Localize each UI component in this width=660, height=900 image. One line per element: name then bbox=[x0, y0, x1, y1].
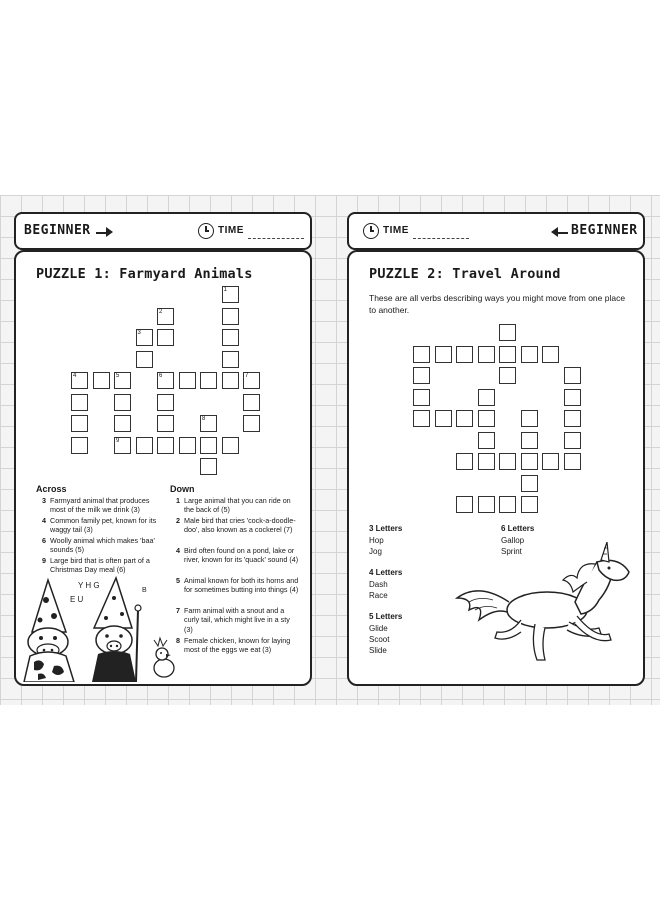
down-clue: 7 Farm animal with a snout and a curly tail, which might live in a sty (3) bbox=[176, 606, 290, 634]
down-heading: Down bbox=[170, 484, 195, 494]
grid-cell[interactable] bbox=[157, 329, 174, 346]
word-list-item: Slide bbox=[369, 646, 387, 655]
word-group-heading: 6 Letters bbox=[501, 524, 535, 533]
word-group-heading: 4 Letters bbox=[369, 568, 403, 577]
grid-cell[interactable] bbox=[564, 432, 581, 449]
grid-cell[interactable] bbox=[542, 346, 559, 363]
grid-cell[interactable] bbox=[114, 415, 131, 432]
grid-cell[interactable] bbox=[243, 415, 260, 432]
grid-cell[interactable] bbox=[564, 453, 581, 470]
grid-cell[interactable] bbox=[499, 346, 516, 363]
grid-cell[interactable] bbox=[521, 346, 538, 363]
puzzle-intro: These are all verbs describing ways you might move from one place to another. bbox=[369, 293, 626, 315]
clue-number: 3 bbox=[137, 330, 141, 336]
left-header bbox=[14, 212, 312, 250]
clue-number: 7 bbox=[245, 373, 249, 379]
time-entry-line[interactable] bbox=[248, 238, 304, 239]
across-heading: Across bbox=[36, 484, 67, 494]
grid-cell[interactable] bbox=[456, 410, 473, 427]
puzzle-title: PUZZLE 2: Travel Around bbox=[369, 266, 561, 282]
grid-cell[interactable] bbox=[114, 394, 131, 411]
svg-text:B: B bbox=[142, 587, 147, 594]
grid-cell[interactable] bbox=[243, 394, 260, 411]
grid-cell[interactable] bbox=[200, 415, 217, 432]
word-group-heading: 3 Letters bbox=[369, 524, 403, 533]
svg-text:E U: E U bbox=[70, 595, 84, 604]
arrow-left-icon bbox=[557, 232, 568, 234]
arrow-right-head-icon bbox=[106, 227, 113, 237]
alarm-clock-icon bbox=[198, 223, 214, 239]
grid-cell[interactable] bbox=[456, 346, 473, 363]
alarm-clock-icon bbox=[363, 223, 379, 239]
grid-cell[interactable] bbox=[179, 372, 196, 389]
grid-cell[interactable] bbox=[564, 410, 581, 427]
across-clue: 9 Large bird that is often part of a Christmas Day meal (6) bbox=[42, 556, 150, 575]
grid-cell[interactable] bbox=[71, 415, 88, 432]
grid-cell[interactable] bbox=[413, 410, 430, 427]
grid-cell[interactable] bbox=[413, 389, 430, 406]
grid-cell[interactable] bbox=[136, 437, 153, 454]
down-clue: 2 Male bird that cries 'cock-a-doodle-doo', also known as a cockerel (7) bbox=[176, 516, 296, 535]
down-clue: 8 Female chicken, known for laying most of the eggs we eat (3) bbox=[176, 636, 291, 655]
grid-cell[interactable] bbox=[521, 496, 538, 513]
grid-cell[interactable] bbox=[521, 432, 538, 449]
grid-cell[interactable] bbox=[499, 496, 516, 513]
grid-cell[interactable] bbox=[114, 372, 131, 389]
word-list-item: Jog bbox=[369, 547, 382, 556]
word-list-item: Gallop bbox=[501, 536, 525, 545]
word-list-item: Glide bbox=[369, 624, 388, 633]
clue-number: 9 bbox=[116, 437, 120, 444]
grid-cell[interactable] bbox=[456, 496, 473, 513]
grid-cell[interactable] bbox=[157, 308, 174, 325]
grid-cell[interactable] bbox=[435, 346, 452, 363]
across-clue: 6 Woolly animal which makes 'baa' sounds (5) bbox=[42, 536, 155, 555]
grid-cell[interactable] bbox=[413, 367, 430, 384]
svg-text:Y H G: Y H G bbox=[78, 581, 100, 590]
grid-cell[interactable] bbox=[499, 453, 516, 470]
clue-number: 5 bbox=[116, 373, 120, 379]
grid-cell[interactable] bbox=[222, 286, 239, 303]
grid-cell[interactable] bbox=[93, 372, 110, 389]
grid-cell[interactable] bbox=[200, 372, 217, 389]
word-list-item: Hop bbox=[369, 536, 384, 545]
grid-cell[interactable] bbox=[435, 410, 452, 427]
grid-cell[interactable] bbox=[222, 308, 239, 325]
clue-number: 4 bbox=[73, 373, 77, 379]
clue-number: 2 bbox=[159, 308, 163, 315]
grid-cell[interactable] bbox=[71, 437, 88, 454]
grid-cell[interactable] bbox=[157, 372, 174, 389]
grid-cell[interactable] bbox=[521, 475, 538, 492]
grid-cell[interactable] bbox=[478, 432, 495, 449]
grid-cell[interactable] bbox=[114, 437, 131, 454]
grid-cell[interactable] bbox=[222, 437, 239, 454]
time-label: TIME bbox=[218, 225, 244, 236]
down-clue: 1 Large animal that you can ride on the back of (5) bbox=[176, 496, 291, 515]
grid-cell[interactable] bbox=[478, 389, 495, 406]
grid-cell[interactable] bbox=[200, 458, 217, 475]
puzzle-title: PUZZLE 1: Farmyard Animals bbox=[36, 266, 253, 282]
grid-cell[interactable] bbox=[157, 415, 174, 432]
grid-cell[interactable] bbox=[157, 394, 174, 411]
puzzle-1-panel bbox=[14, 250, 312, 686]
grid-cell[interactable] bbox=[564, 367, 581, 384]
grid-cell[interactable] bbox=[521, 453, 538, 470]
puzzle-2-panel bbox=[347, 250, 645, 686]
down-clue: 5 Animal known for both its horns and for sometimes butting into things (4) bbox=[176, 576, 299, 595]
grid-cell[interactable] bbox=[478, 346, 495, 363]
grid-cell[interactable] bbox=[413, 346, 430, 363]
grid-cell[interactable] bbox=[136, 329, 153, 346]
grid-cell[interactable] bbox=[478, 410, 495, 427]
grid-cell[interactable] bbox=[136, 351, 153, 368]
word-list-item: Dash bbox=[369, 580, 388, 589]
level-label: BEGINNER bbox=[24, 223, 91, 238]
clue-number: 8 bbox=[202, 416, 206, 422]
farm-animals-illustration bbox=[18, 570, 176, 682]
unicorn-illustration bbox=[449, 542, 639, 672]
time-label: TIME bbox=[383, 225, 409, 236]
grid-cell[interactable] bbox=[222, 372, 239, 389]
grid-cell[interactable] bbox=[542, 453, 559, 470]
grid-cell[interactable] bbox=[222, 351, 239, 368]
time-entry-line[interactable] bbox=[413, 238, 469, 239]
down-clue: 4 Bird often found on a pond, lake or river, known for its 'quack' sound (4) bbox=[176, 546, 299, 565]
grid-cell[interactable] bbox=[478, 496, 495, 513]
grid-cell[interactable] bbox=[157, 437, 174, 454]
across-clue: 4 Common family pet, known for its waggy tail (3) bbox=[42, 516, 157, 535]
grid-cell[interactable] bbox=[499, 324, 516, 341]
grid-cell[interactable] bbox=[521, 410, 538, 427]
word-list-item: Sprint bbox=[501, 547, 522, 556]
clue-number: 6 bbox=[159, 373, 163, 379]
word-list-item: Race bbox=[369, 591, 388, 600]
grid-cell[interactable] bbox=[71, 394, 88, 411]
grid-cell[interactable] bbox=[222, 329, 239, 346]
grid-cell[interactable] bbox=[564, 389, 581, 406]
grid-cell[interactable] bbox=[179, 437, 196, 454]
clue-number: 1 bbox=[223, 287, 227, 293]
level-label: BEGINNER bbox=[571, 223, 638, 238]
grid-cell[interactable] bbox=[243, 372, 260, 389]
grid-cell[interactable] bbox=[71, 372, 88, 389]
grid-cell[interactable] bbox=[499, 367, 516, 384]
across-clue: 3 Farmyard animal that produces most of the milk we drink (3) bbox=[42, 496, 150, 515]
word-group-heading: 5 Letters bbox=[369, 612, 403, 621]
grid-cell[interactable] bbox=[200, 437, 217, 454]
grid-cell[interactable] bbox=[478, 453, 495, 470]
grid-cell[interactable] bbox=[456, 453, 473, 470]
word-list-item: Scoot bbox=[369, 635, 390, 644]
right-header bbox=[347, 212, 645, 250]
